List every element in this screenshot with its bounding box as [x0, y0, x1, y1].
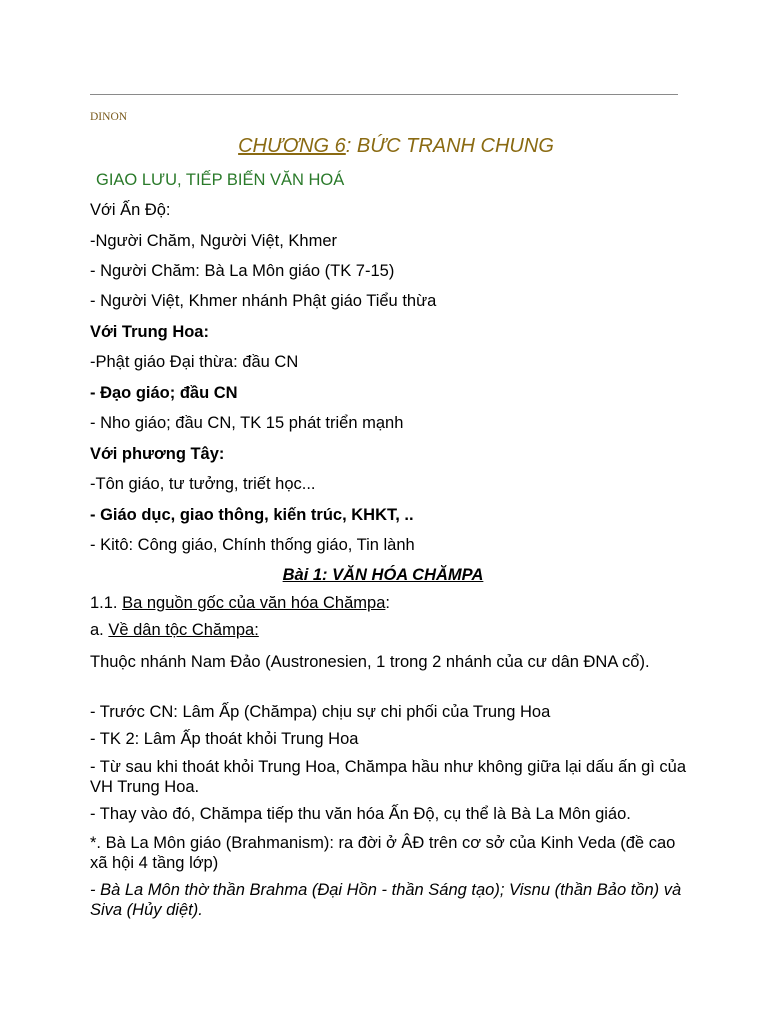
china-heading: Với Trung Hoa:	[90, 323, 209, 341]
west-item-2: - Giáo dục, giao thông, kiến trúc, KHKT, ..	[90, 506, 414, 524]
chapter-title	[0, 135, 768, 158]
paragraph-6: *. Bà La Môn giáo (Brahmanism): ra đời ở ÂĐ trên cơ sở của Kinh Veda (đề cao xã hội 4 tầng lớp)	[90, 834, 676, 872]
origins-number: 1.1.	[90, 594, 123, 612]
india-item-3: - Người Việt, Khmer nhánh Phật giáo Tiểu thừa	[90, 292, 437, 310]
india-item-2: - Người Chăm: Bà La Môn giáo (TK 7-15)	[90, 262, 395, 280]
paragraph-2: - Trước CN: Lâm Ấp (Chămpa) chịu sự chi phối của Trung Hoa	[90, 703, 551, 721]
paragraph-4: - Từ sau khi thoát khỏi Trung Hoa, Chămpa hầu như không giữa lại dấu ấn gì của VH Trung Hoa.	[90, 758, 687, 796]
origins-title: Ba nguồn gốc của văn hóa Chămpa	[122, 594, 386, 612]
ethnic-prefix: a.	[90, 621, 109, 639]
india-heading: Với Ấn Độ:	[90, 201, 171, 219]
origins-heading	[90, 594, 390, 613]
china-item-1: -Phật giáo Đại thừa: đầu CN	[90, 353, 299, 371]
chapter-number: CHƯƠNG 6	[238, 135, 346, 157]
header-tag: DINON	[90, 111, 128, 123]
ethnic-heading	[90, 621, 259, 640]
ethnic-title: Về dân tộc Chămpa:	[108, 621, 259, 639]
origins-colon: :	[385, 594, 390, 612]
paragraph-7: - Bà La Môn thờ thần Brahma (Đại Hồn - thần Sáng tạo); Visnu (thần Bảo tồn) và Siva (Hủy diệt).	[90, 881, 682, 919]
india-item-1: -Người Chăm, Người Việt, Khmer	[90, 232, 337, 250]
west-item-1: -Tôn giáo, tư tưởng, triết học...	[90, 475, 316, 493]
china-item-2: - Đạo giáo; đầu CN	[90, 384, 238, 402]
china-item-3: - Nho giáo; đầu CN, TK 15 phát triển mạnh	[90, 414, 404, 432]
section-title: GIAO LƯU, TIẾP BIẾN VĂN HOÁ	[96, 171, 345, 189]
west-heading: Với phương Tây:	[90, 445, 225, 463]
west-item-3: - Kitô: Công giáo, Chính thống giáo, Tin lành	[90, 536, 415, 554]
paragraph-5: - Thay vào đó, Chămpa tiếp thu văn hóa Ấn Độ, cụ thể là Bà La Môn giáo.	[90, 805, 631, 823]
lesson-title: Bài 1: VĂN HÓA CHĂMPA	[282, 566, 484, 584]
header-rule	[90, 94, 678, 95]
paragraph-3: - TK 2: Lâm Ấp thoát khỏi Trung Hoa	[90, 730, 359, 748]
paragraph-1: Thuộc nhánh Nam Đảo (Austronesien, 1 trong 2 nhánh của cư dân ĐNA cổ).	[90, 653, 650, 671]
chapter-name: : BỨC TRANH CHUNG	[345, 135, 554, 157]
